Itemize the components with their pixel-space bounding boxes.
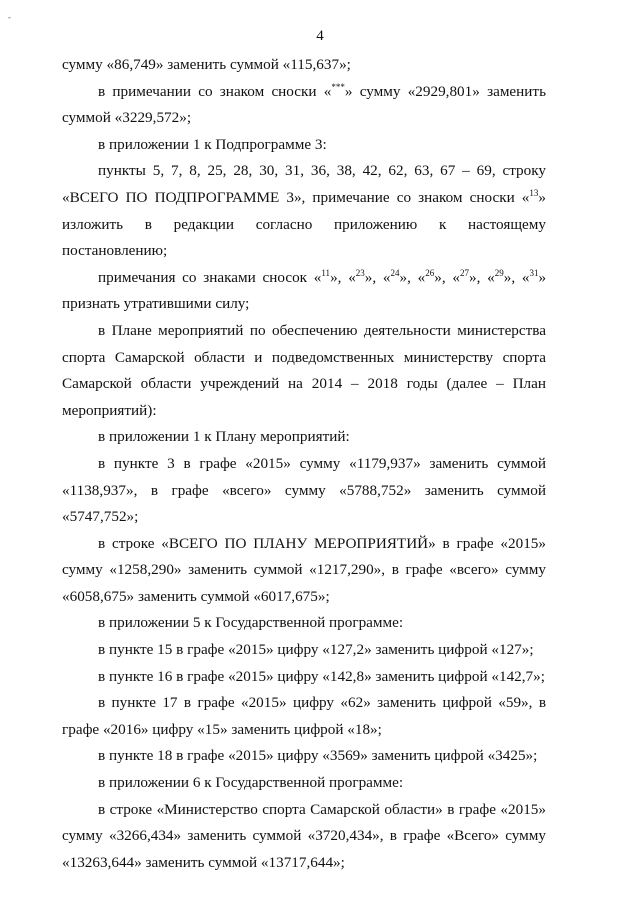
footnote-mark: 31: [529, 267, 539, 278]
corner-mark: -: [8, 12, 11, 22]
paragraph-text: в пункте 15 в графе «2015» цифру «127,2» заменить цифрой «127»;: [98, 641, 534, 659]
paragraph-text: сумму «86,749» заменить суммой «115,637»;: [62, 56, 351, 73]
paragraph-text: в приложении 1 к Подпрограмме 3:: [98, 135, 327, 153]
paragraph-text: в примечании со знаком сноски «: [98, 82, 332, 100]
paragraph: [62, 797, 546, 877]
paragraph-text: », «: [330, 268, 356, 286]
page-number: 4: [316, 28, 324, 44]
footnote-mark: 24: [390, 267, 400, 278]
footnote-mark: 11: [321, 267, 331, 278]
paragraph-text: » изложить в редакции согласно приложению к настоящему постановлению;: [62, 188, 546, 260]
paragraph-text: в пункте 18 в графе «2015» цифру «3569» заменить цифрой «3425»;: [98, 747, 538, 765]
paragraph-text: в Плане мероприятий по обеспечению деятельности министерства спорта Самарской области и подведомственных министерству спорта Самарской области учреждений на 2014 – 2018 годы (далее – План мероприятий):: [62, 321, 546, 419]
paragraph: [62, 770, 546, 797]
paragraph-text: в строке «Министерство спорта Самарской области» в графе «2015» сумму «3266,434» заменить суммой «3720,434», в графе «Всего» сумму «13263,644» заменить суммой «13717,644»;: [62, 800, 546, 871]
paragraph-text: в приложении 6 к Государственной программе:: [98, 774, 404, 792]
footnote-mark: ***: [331, 81, 345, 92]
document-body: [62, 52, 546, 876]
paragraph-text: в пункте 3 в графе «2015» сумму «1179,937» заменить суммой «1138,937», в графе «всего» сумму «5788,752» заменить суммой «5747,752»;: [62, 454, 546, 526]
paragraph: [62, 79, 546, 132]
paragraph-text: » признать утратившими силу;: [62, 268, 547, 313]
footnote-mark: 27: [460, 267, 469, 278]
paragraph-text: примечания со знаками сносок «: [98, 268, 322, 286]
paragraph: [62, 158, 546, 264]
paragraph: [62, 52, 546, 79]
paragraph-text: пункты 5, 7, 8, 25, 28, 30, 31, 36, 38, 42, 62, 63, 67 – 69, строку «ВСЕГО ПО ПОДПРОГРАММЕ 3», примечание со знаком сноски «: [62, 162, 546, 206]
paragraph-text: в строке «ВСЕГО ПО ПЛАНУ МЕРОПРИЯТИЙ» в графе «2015» сумму «1258,290» заменить суммой «1217,290», в графе «всего» сумму «6058,675» заменить суммой «6017,675»;: [62, 534, 546, 605]
paragraph-text: в приложении 5 к Государственной программе:: [98, 614, 404, 632]
paragraph-text: », «: [364, 268, 391, 286]
paragraph-text: », «: [434, 268, 460, 286]
paragraph: [62, 637, 546, 664]
footnote-mark: 29: [494, 267, 504, 278]
paragraph: [62, 610, 546, 637]
paragraph: [62, 424, 546, 451]
paragraph-text: » сумму «2929,801» заменить суммой «3229,572»;: [62, 82, 546, 127]
paragraph-text: в пункте 16 в графе «2015» цифру «142,8» заменить цифрой «142,7»;: [98, 667, 545, 685]
paragraph: [62, 318, 546, 424]
paragraph: [62, 743, 546, 770]
footnote-mark: 13: [529, 187, 539, 198]
paragraph-text: », «: [503, 268, 530, 286]
paragraph-text: », «: [469, 268, 495, 286]
paragraph: [62, 690, 546, 743]
paragraph: [62, 531, 546, 611]
paragraph-text: в приложении 1 к Плану мероприятий:: [98, 428, 350, 446]
paragraph: [62, 132, 546, 159]
paragraph-text: », «: [399, 268, 426, 286]
paragraph: [62, 265, 546, 318]
paragraph: [62, 451, 546, 531]
footnote-mark: 23: [355, 267, 365, 278]
footnote-mark: 26: [425, 267, 435, 278]
paragraph: [62, 664, 546, 691]
paragraph-text: в пункте 17 в графе «2015» цифру «62» заменить цифрой «59», в графе «2016» цифру «15» заменить цифрой «18»;: [62, 694, 546, 738]
